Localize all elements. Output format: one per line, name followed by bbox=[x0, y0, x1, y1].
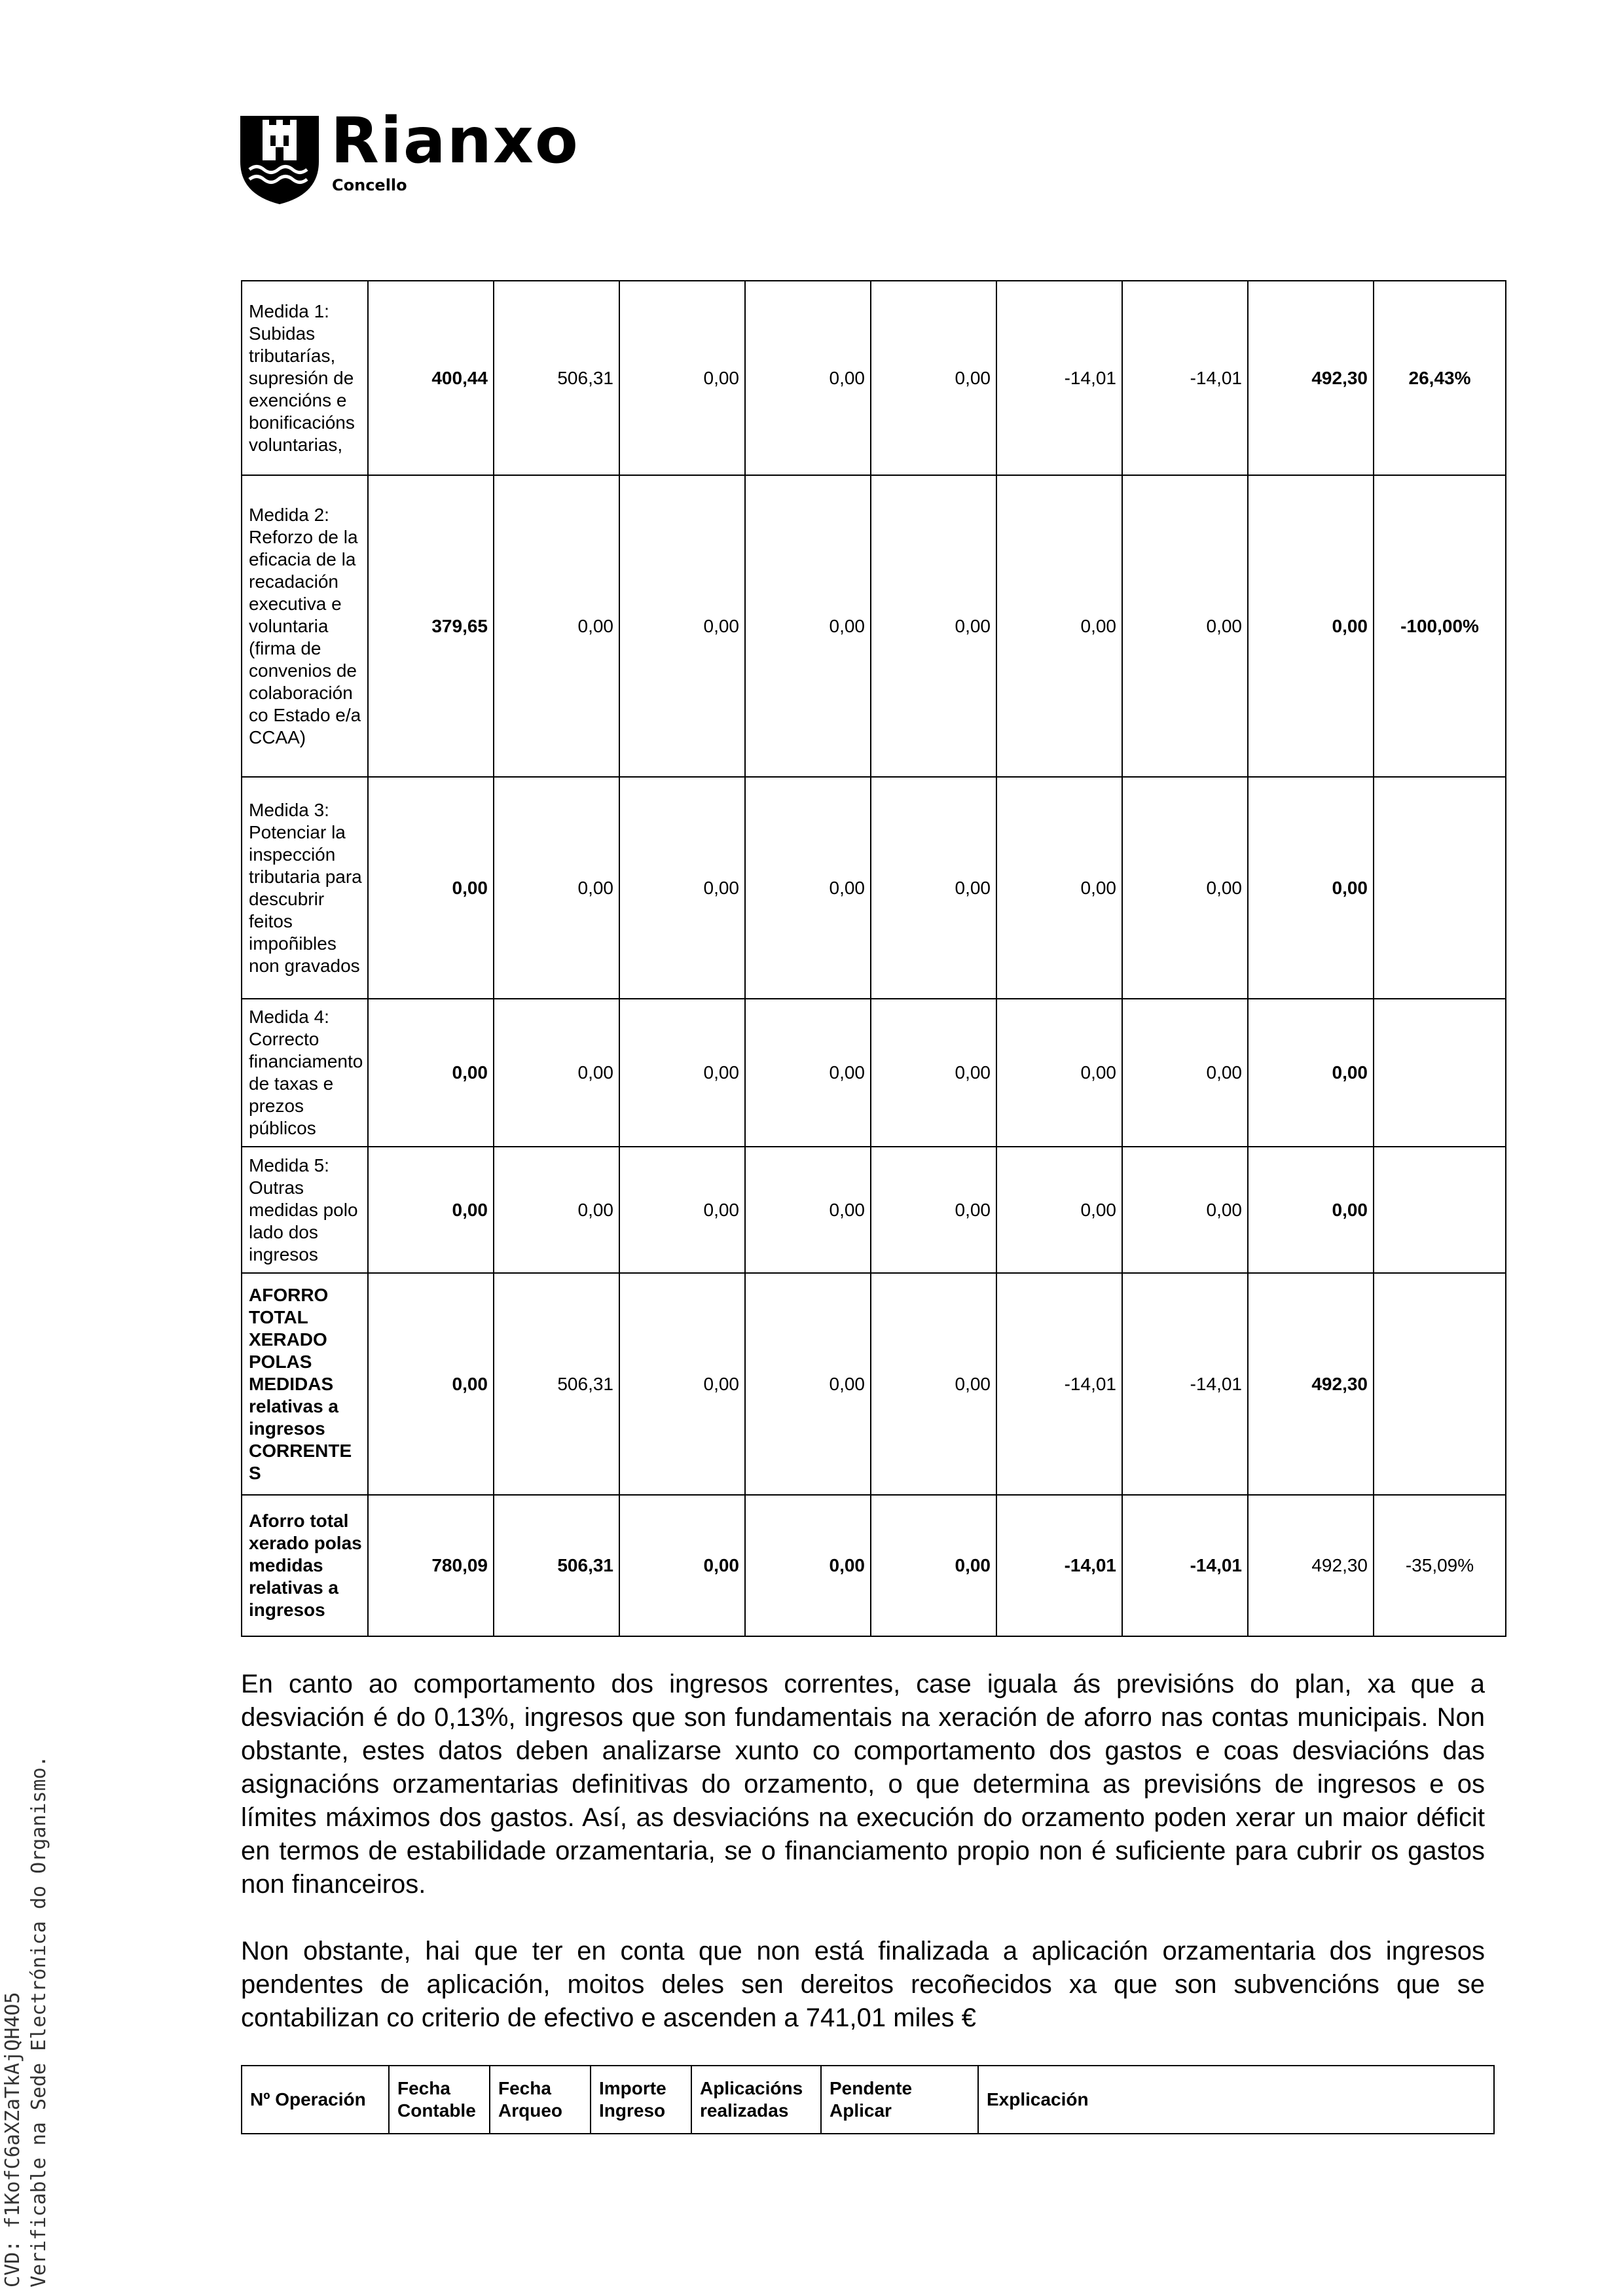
value-cell: 0,00 bbox=[1122, 1147, 1248, 1273]
percent-cell: 26,43% bbox=[1374, 281, 1506, 475]
value-cell: 0,00 bbox=[745, 1147, 871, 1273]
percent-cell bbox=[1374, 777, 1506, 999]
table-row bbox=[242, 999, 1506, 1147]
value-cell: 0,00 bbox=[745, 475, 871, 777]
row-label: Medida 5: Outras medidas polo lado dos ingresos bbox=[242, 1147, 368, 1273]
value-cell: 0,00 bbox=[494, 999, 619, 1147]
rianxo-shield-icon bbox=[240, 116, 319, 204]
operations-table bbox=[241, 2065, 1495, 2134]
value-cell: 0,00 bbox=[619, 1495, 745, 1636]
value-cell: -14,01 bbox=[996, 1273, 1122, 1495]
table-row bbox=[242, 1273, 1506, 1495]
value-cell: 492,30 bbox=[1248, 1273, 1374, 1495]
value-cell: 400,44 bbox=[368, 281, 494, 475]
column-header: Pendente Aplicar bbox=[821, 2066, 978, 2134]
percent-cell bbox=[1374, 1273, 1506, 1495]
column-header: Fecha Arqueo bbox=[490, 2066, 591, 2134]
column-header: Importe Ingreso bbox=[591, 2066, 691, 2134]
value-cell: 492,30 bbox=[1248, 281, 1374, 475]
percent-cell: -100,00% bbox=[1374, 475, 1506, 777]
value-cell: 0,00 bbox=[1248, 1147, 1374, 1273]
value-cell: 0,00 bbox=[619, 999, 745, 1147]
value-cell: 0,00 bbox=[745, 281, 871, 475]
value-cell: 0,00 bbox=[1248, 475, 1374, 777]
value-cell: 506,31 bbox=[494, 1273, 619, 1495]
value-cell: 0,00 bbox=[619, 1147, 745, 1273]
value-cell: 0,00 bbox=[1248, 999, 1374, 1147]
value-cell: 0,00 bbox=[1122, 777, 1248, 999]
value-cell: 0,00 bbox=[745, 1495, 871, 1636]
value-cell: 0,00 bbox=[996, 999, 1122, 1147]
value-cell: 0,00 bbox=[494, 777, 619, 999]
value-cell: 0,00 bbox=[494, 475, 619, 777]
measures-table bbox=[241, 280, 1506, 1637]
value-cell: -14,01 bbox=[1122, 1495, 1248, 1636]
value-cell: 0,00 bbox=[871, 777, 996, 999]
value-cell: 0,00 bbox=[619, 475, 745, 777]
value-cell: -14,01 bbox=[996, 281, 1122, 475]
verification-note bbox=[0, 1755, 52, 2287]
value-cell: 0,00 bbox=[745, 1273, 871, 1495]
concello-logo bbox=[240, 104, 581, 207]
table-row bbox=[242, 281, 1506, 475]
column-header: Explicación bbox=[978, 2066, 1494, 2134]
value-cell: 0,00 bbox=[368, 1273, 494, 1495]
value-cell: 506,31 bbox=[494, 281, 619, 475]
table-header-row bbox=[242, 2066, 1494, 2134]
value-cell: 0,00 bbox=[745, 999, 871, 1147]
row-label: Aforro total xerado polas medidas relativas a ingresos bbox=[242, 1495, 368, 1636]
value-cell: -14,01 bbox=[996, 1495, 1122, 1636]
value-cell: 0,00 bbox=[871, 999, 996, 1147]
row-label: Medida 3: Potenciar la inspección tributaria para descubrir feitos impoñibles non gravados bbox=[242, 777, 368, 999]
column-header: Nº Operación bbox=[242, 2066, 389, 2134]
column-header: Aplicacións realizadas bbox=[691, 2066, 821, 2134]
value-cell: -14,01 bbox=[1122, 281, 1248, 475]
value-cell: 0,00 bbox=[871, 1495, 996, 1636]
paragraph: Non obstante, hai que ter en conta que non está finalizada a aplicación orzamentaria dos ingresos pendentes de aplicación, moitos deles sen dereitos recoñecidos xa que son subvencións que se contabilizan co criterio de efectivo e ascenden a 741,01 miles € bbox=[241, 1937, 1485, 2032]
value-cell: 0,00 bbox=[368, 777, 494, 999]
value-cell: 0,00 bbox=[745, 777, 871, 999]
percent-cell bbox=[1374, 999, 1506, 1147]
logo-subtitle: Concello bbox=[332, 176, 407, 194]
verification-text: Verificable na Sede Electrónica do Organismo. bbox=[27, 1755, 50, 2287]
value-cell: 0,00 bbox=[871, 281, 996, 475]
row-label: Medida 4: Correcto financiamento de taxas e prezos públicos bbox=[242, 999, 368, 1147]
value-cell: 0,00 bbox=[871, 1147, 996, 1273]
value-cell: 780,09 bbox=[368, 1495, 494, 1636]
value-cell: 0,00 bbox=[996, 475, 1122, 777]
percent-cell bbox=[1374, 1147, 1506, 1273]
value-cell: -14,01 bbox=[1122, 1273, 1248, 1495]
body-text bbox=[241, 1668, 1485, 2068]
row-label: Medida 1: Subidas tributarías, supresión de exencións e bonificacións voluntarias, bbox=[242, 281, 368, 475]
value-cell: 0,00 bbox=[1248, 777, 1374, 999]
value-cell: 379,65 bbox=[368, 475, 494, 777]
value-cell: 0,00 bbox=[368, 999, 494, 1147]
verification-code: CVD: f1KofC6aXZaTkAjQH4O5 bbox=[1, 1992, 24, 2287]
value-cell: 0,00 bbox=[1122, 475, 1248, 777]
column-header: Fecha Contable bbox=[389, 2066, 490, 2134]
table-row bbox=[242, 777, 1506, 999]
value-cell: 0,00 bbox=[996, 777, 1122, 999]
value-cell: 506,31 bbox=[494, 1495, 619, 1636]
value-cell: 0,00 bbox=[871, 1273, 996, 1495]
paragraph: En canto ao comportamento dos ingresos correntes, case iguala ás previsións do plan, xa que a desviación é do 0,13%, ingresos que son fundamentais na xeración de aforro nas contas municipais. Non obstante, estes datos deben analizarse xunto co comportamento dos gastos e coas desviacións das asignacións orzamentarias definitivas do orzamento, o que determina as previsións de ingresos e os límites máximos dos gastos. Así, as desviacións na execución do orzamento poden xerar un maior déficit en termos de estabilidade orzamentaria, se o financiamento propio non é suficiente para cubrir os gastos non financeiros. bbox=[241, 1670, 1485, 1899]
logo-wordmark: Rianxo bbox=[331, 104, 579, 177]
percent-cell: -35,09% bbox=[1374, 1495, 1506, 1636]
table-row bbox=[242, 475, 1506, 777]
value-cell: 0,00 bbox=[368, 1147, 494, 1273]
table-row bbox=[242, 1147, 1506, 1273]
value-cell: 0,00 bbox=[619, 1273, 745, 1495]
value-cell: 0,00 bbox=[619, 281, 745, 475]
value-cell: 0,00 bbox=[871, 475, 996, 777]
value-cell: 0,00 bbox=[619, 777, 745, 999]
row-label: AFORRO TOTAL XERADO POLAS MEDIDAS relativas a ingresos CORRENTE S bbox=[242, 1273, 368, 1495]
row-label: Medida 2: Reforzo de la eficacia de la recadación executiva e voluntaria (firma de convenios de colaboración co Estado e/a CCAA) bbox=[242, 475, 368, 777]
value-cell: 0,00 bbox=[996, 1147, 1122, 1273]
table-row bbox=[242, 1495, 1506, 1636]
value-cell: 0,00 bbox=[1122, 999, 1248, 1147]
value-cell: 0,00 bbox=[494, 1147, 619, 1273]
value-cell: 492,30 bbox=[1248, 1495, 1374, 1636]
